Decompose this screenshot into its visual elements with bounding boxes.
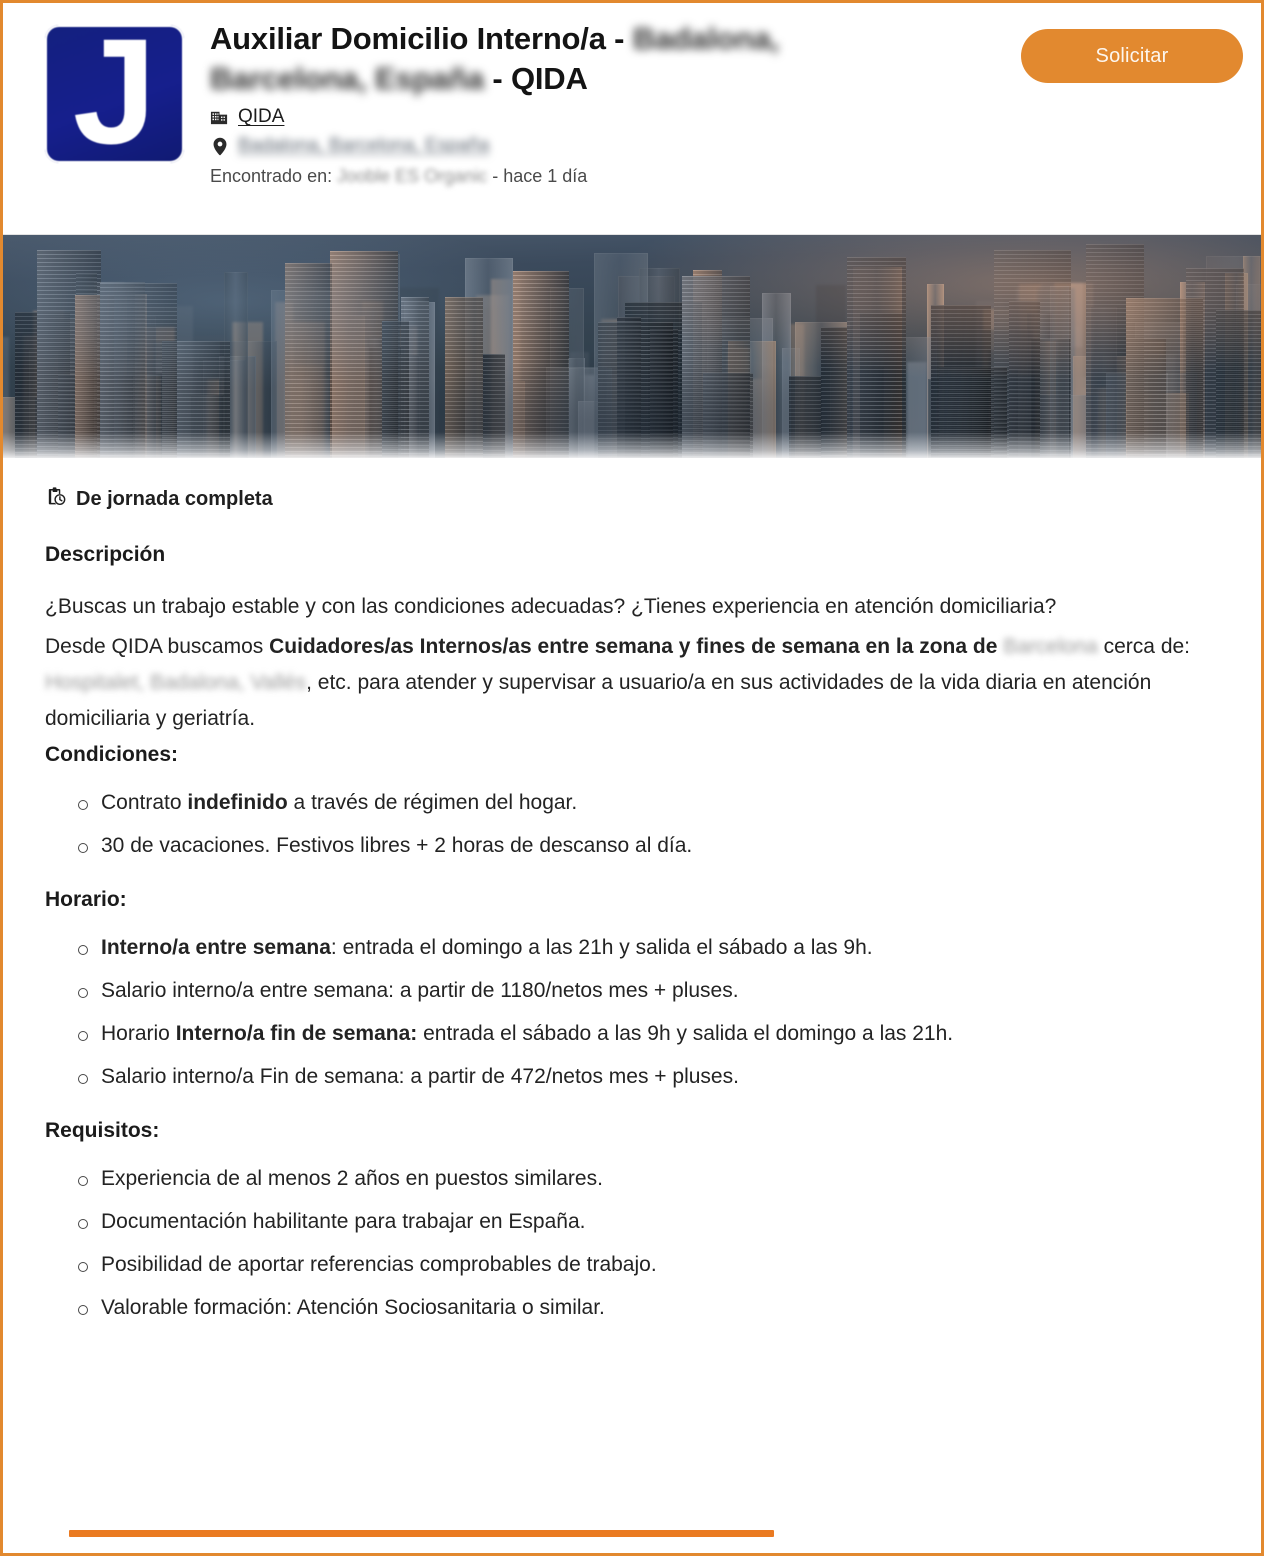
list-item <box>101 975 1219 1007</box>
source-line <box>210 166 1021 187</box>
list-item <box>101 1163 1219 1195</box>
item-emphasis: indefinido <box>187 791 288 815</box>
section-condiciones <box>45 743 1219 862</box>
item-text: Salario interno/a Fin de semana: a partir de 472/netos mes + pluses. <box>101 1064 739 1088</box>
section-requisitos <box>45 1119 1219 1324</box>
desc-p2-mid: cerca de: <box>1097 635 1191 659</box>
list-item <box>101 1061 1219 1093</box>
list-item <box>101 1292 1219 1324</box>
job-title-text: Auxiliar Domicilio Interno/a - <box>210 21 633 56</box>
clipboard-clock-icon <box>45 486 66 513</box>
company-link[interactable]: QIDA <box>238 106 285 128</box>
item-text: Horario <box>101 1022 176 1046</box>
item-text: Documentación habilitante para trabajar en España. <box>101 1209 586 1233</box>
header-main <box>184 17 1021 187</box>
list-item <box>101 932 1219 964</box>
item-text: 30 de vacaciones. Festivos libres + 2 horas de descanso al día. <box>101 834 693 858</box>
list-item <box>101 1206 1219 1238</box>
job-title-redacted-region: Barcelona, España <box>210 60 484 96</box>
desc-p2-tail: , etc. para atender y supervisar a usuario/a en sus actividades de la vida diaria en atención domiciliaria y geriatría. <box>45 671 1152 731</box>
banner-haze <box>3 432 1261 458</box>
job-type-row <box>45 486 1219 513</box>
job-type-label: De jornada completa <box>76 488 273 510</box>
condiciones-list <box>45 787 1219 862</box>
desc-p2-bold: Cuidadores/as Internos/as entre semana y fines de semana en la zona de <box>269 635 998 659</box>
city-skyline-banner <box>3 235 1261 458</box>
item-text-tail: entrada el sábado a las 9h y salida el domingo a las 21h. <box>417 1022 954 1046</box>
location-link[interactable]: Badalona, Barcelona, España <box>238 135 490 157</box>
item-text-tail: a través de régimen del hogar. <box>287 791 578 815</box>
banner-buildings <box>3 235 1261 458</box>
list-item <box>101 787 1219 819</box>
description-heading: Descripción <box>45 543 166 566</box>
list-item <box>101 1249 1219 1281</box>
logo-letter: J <box>72 25 157 163</box>
highlight-underline <box>69 1530 774 1537</box>
company-row <box>210 106 1021 128</box>
section-horario <box>45 888 1219 1093</box>
list-item <box>101 830 1219 862</box>
item-text: Experiencia de al menos 2 años en puestos similares. <box>101 1166 603 1190</box>
source-prefix: Encontrado en: <box>210 166 333 187</box>
building-icon <box>210 108 229 127</box>
job-content <box>3 458 1261 1324</box>
item-text: Posibilidad de aportar referencias comprobables de trabajo. <box>101 1252 657 1276</box>
list-item <box>101 1018 1219 1050</box>
item-text: Contrato <box>101 791 188 815</box>
item-text-tail: : entrada el domingo a las 21h y salida el sábado a las 9h. <box>330 936 873 960</box>
page-title <box>210 19 890 98</box>
desc-p2-lead: Desde QIDA buscamos <box>45 635 270 659</box>
apply-button[interactable]: Solicitar <box>1021 29 1243 83</box>
item-emphasis: Interno/a entre semana <box>101 936 331 960</box>
source-name: Jooble ES Organic <box>337 166 488 187</box>
jooble-logo <box>45 25 184 163</box>
description-paragraph-2 <box>45 629 1219 737</box>
job-title-redacted-city: Badalona, <box>632 21 780 56</box>
location-row <box>210 135 1021 157</box>
item-emphasis: Interno/a fin de semana: <box>175 1022 418 1046</box>
source-age: - hace 1 día <box>492 166 588 187</box>
item-text: Valorable formación: Atención Sociosanitaria o similar. <box>101 1295 605 1319</box>
condiciones-heading: Condiciones: <box>45 743 179 767</box>
job-title-company: - QIDA <box>484 60 588 96</box>
horario-list <box>45 932 1219 1093</box>
desc-p2-redacted-city: Barcelona <box>1003 635 1098 659</box>
requisitos-heading: Requisitos: <box>45 1118 160 1142</box>
description-paragraph-1: ¿Buscas un trabajo estable y con las condiciones adecuadas? ¿Tienes experiencia en atención domiciliaria? <box>45 595 1057 618</box>
desc-p2-redacted-places: Hospitalet, Badalona, Vallés <box>45 671 307 695</box>
job-header <box>3 3 1261 235</box>
requisitos-list <box>45 1163 1219 1324</box>
location-pin-icon <box>210 137 229 156</box>
item-text: Salario interno/a entre semana: a partir de 1180/netos mes + pluses. <box>101 979 739 1003</box>
horario-heading: Horario: <box>45 888 127 912</box>
job-sections <box>45 743 1219 1323</box>
